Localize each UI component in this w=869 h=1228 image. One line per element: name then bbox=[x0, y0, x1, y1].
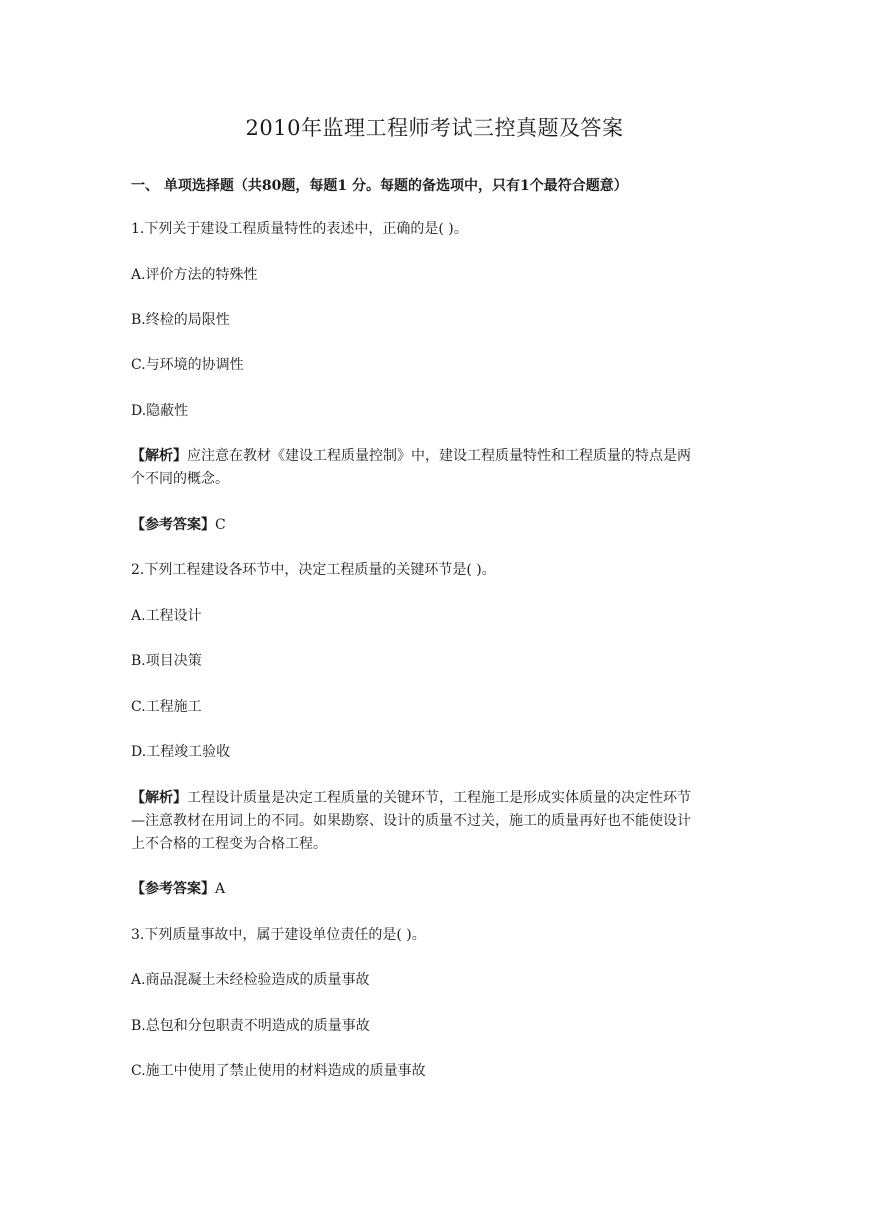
answer-value: A bbox=[215, 881, 226, 897]
analysis-tag: 【解析】 bbox=[131, 448, 187, 464]
answer-tag: 【参考答案】 bbox=[131, 517, 215, 533]
question-1-option-c: C.与环境的协调性 bbox=[131, 357, 244, 373]
question-1-option-d: D.隐蔽性 bbox=[131, 403, 189, 419]
question-1-stem: 1.下列关于建设工程质量特性的表述中，正确的是( )。 bbox=[131, 221, 468, 237]
question-2-answer bbox=[131, 878, 751, 901]
analysis-tag: 【解析】 bbox=[131, 790, 187, 806]
document-title: 2010年监理工程师考试三控真题及答案 bbox=[245, 116, 624, 140]
question-3-option-c: C.施工中使用了禁止使用的材料造成的质量事故 bbox=[131, 1063, 426, 1079]
question-2-analysis-line-3: 上不合格的工程变为合格工程。 bbox=[131, 836, 327, 852]
question-1-option-b: B.终检的局限性 bbox=[131, 312, 230, 328]
question-2-stem: 2.下列工程建设各环节中，决定工程质量的关键环节是( )。 bbox=[131, 562, 496, 578]
question-1-analysis-line-2: 个不同的概念。 bbox=[131, 471, 229, 487]
question-3-option-a: A.商品混凝土未经检验造成的质量事故 bbox=[131, 972, 370, 988]
question-2-analysis-line-1: 【解析】工程设计质量是决定工程质量的关键环节，工程施工是形成实体质量的决定性环节 bbox=[131, 790, 691, 806]
question-2-option-d: D.工程竣工验收 bbox=[131, 744, 231, 760]
question-2-option-a: A.工程设计 bbox=[131, 608, 202, 624]
question-3-option-b: B.总包和分包职责不明造成的质量事故 bbox=[131, 1018, 370, 1034]
question-2-option-c: C.工程施工 bbox=[131, 699, 202, 715]
question-1-analysis-line-1: 【解析】应注意在教材《建设工程质量控制》中，建设工程质量特性和工程质量的特点是两 bbox=[131, 448, 691, 464]
answer-tag: 【参考答案】 bbox=[131, 881, 215, 897]
question-2-analysis bbox=[131, 787, 751, 856]
question-3-stem: 3.下列质量事故中，属于建设单位责任的是( )。 bbox=[131, 927, 426, 943]
question-2-option-b: B.项目决策 bbox=[131, 653, 202, 669]
question-2-analysis-line-2: —注意教材在用词上的不同。如果勘察、设计的质量不过关，施工的质量再好也不能使设计 bbox=[131, 813, 691, 829]
question-1-analysis bbox=[131, 445, 751, 491]
question-1-answer bbox=[131, 514, 751, 537]
section-heading: 一、 单项选择题（共80题，每题1 分。每题的备选项中，只有1个最符合题意） bbox=[131, 178, 628, 194]
question-1-option-a: A.评价方法的特殊性 bbox=[131, 267, 258, 283]
answer-value: C bbox=[215, 517, 226, 533]
